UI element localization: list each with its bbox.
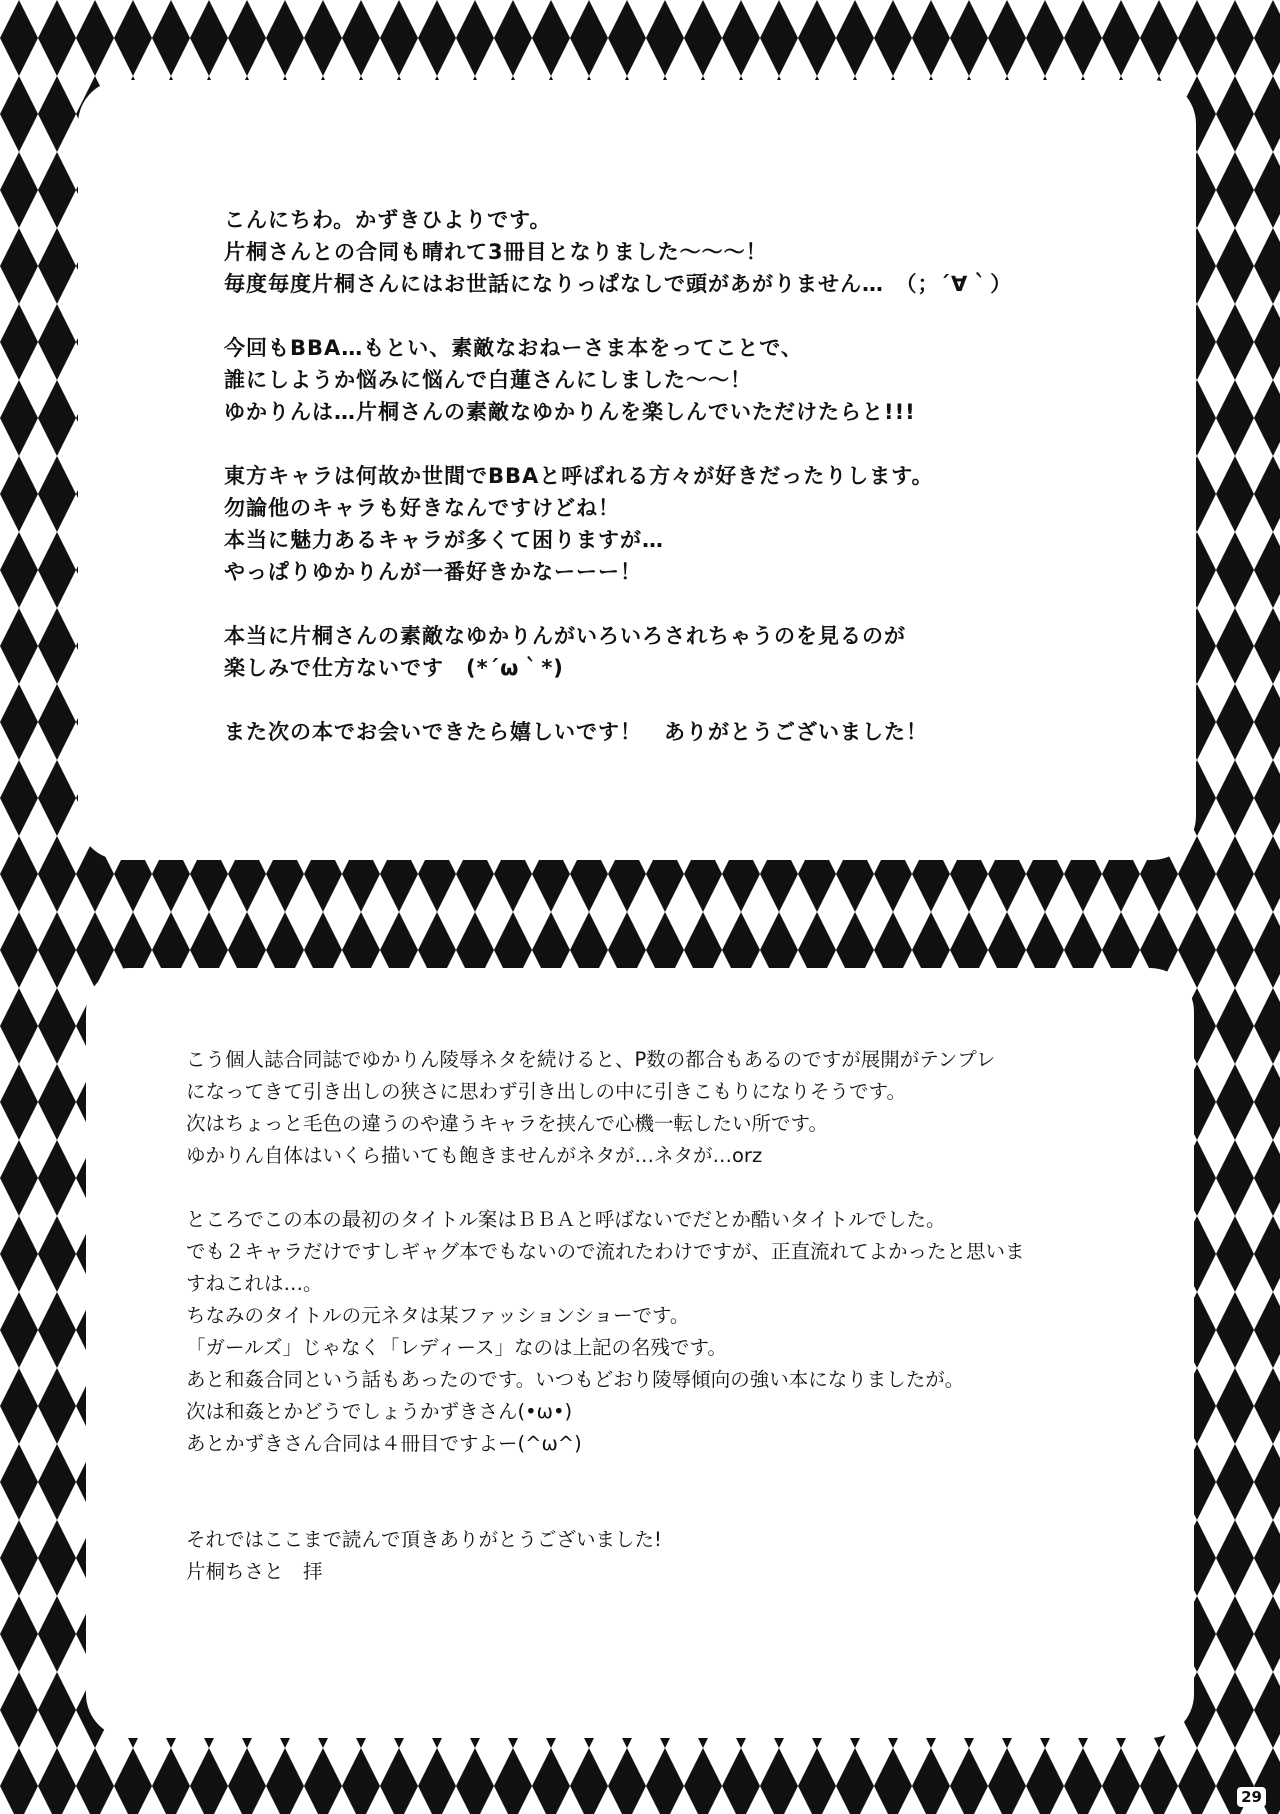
text-line: やっぱりゆかりんが一番好きかなーーー！ — [224, 560, 642, 584]
text-line: あとかずきさん合同は４冊目ですよー(^ω^) — [186, 1432, 582, 1455]
signature-line: 片桐ちさと 拝 — [186, 1560, 323, 1583]
text-line: 毎度毎度片桐さんにはお世話になりっぱなしで頭があがりません… （；´∀｀） — [224, 272, 1013, 296]
text-line: 楽しみで仕方ないです (*´ω｀*) — [224, 656, 564, 680]
text-line: 誰にしようか悩みに悩んで白蓮さんにしました～～！ — [224, 368, 752, 392]
paragraph-gap — [186, 1460, 1146, 1524]
text-line: また次の本でお会いできたら嬉しいです！ ありがとうございました！ — [224, 720, 928, 744]
text-line: ちなみのタイトルの元ネタは某ファッションショーです。 — [186, 1304, 690, 1327]
afterword-panel-bottom — [86, 968, 1194, 1738]
paragraph-gap — [186, 1172, 1146, 1204]
text-line: それではここまで読んで頂きありがとうございました! — [186, 1528, 662, 1551]
text-line: すねこれは…。 — [186, 1272, 323, 1295]
paragraph-gap — [224, 588, 1124, 620]
text-line: あと和姦合同という話もあったのです。いつもどおり陵辱傾向の強い本になりましたが。 — [186, 1368, 965, 1391]
afterword-katagiri — [186, 1044, 1146, 1588]
page-number: 29 — [1237, 1787, 1266, 1807]
text-line: 本当に片桐さんの素敵なゆかりんがいろいろされちゃうのを見るのが — [224, 624, 906, 648]
text-line: でも２キャラだけですしギャグ本でもないので流れたわけですが、正直流れてよかったと思いま — [186, 1240, 1025, 1263]
paragraph-gap — [224, 300, 1124, 332]
text-line: 今回もBBA…もとい、素敵なおねーさま本をってことで、 — [224, 336, 803, 360]
text-line: 次はちょっと毛色の違うのや違うキャラを挟んで心機一転したい所です。 — [186, 1112, 828, 1135]
text-line: ゆかりん自体はいくら描いても飽きませんがネタが…ネタが…orz — [186, 1144, 763, 1167]
text-line: 「ガールズ」じゃなく「レディース」なのは上記の名残です。 — [186, 1336, 727, 1359]
text-line: 次は和姦とかどうでしょうかずきさん(•ω•) — [186, 1400, 573, 1423]
paragraph-gap — [224, 684, 1124, 716]
afterword-panel-top — [78, 80, 1196, 860]
text-line: 勿論他のキャラも好きなんですけどね！ — [224, 496, 620, 520]
paragraph-gap — [224, 428, 1124, 460]
afterword-kazuki — [224, 204, 1124, 748]
text-line: ゆかりんは…片桐さんの素敵なゆかりんを楽しんでいただけたらと!!! — [224, 400, 916, 424]
text-line: ところでこの本の最初のタイトル案はＢＢＡと呼ばないでだとか酷いタイトルでした。 — [186, 1208, 946, 1231]
text-line: こう個人誌合同誌でゆかりん陵辱ネタを続けると、P数の都合もあるのですが展開がテンプレ — [186, 1048, 996, 1071]
text-line: 東方キャラは何故か世間でBBAと呼ばれる方々が好きだったりします。 — [224, 464, 934, 488]
text-line: 本当に魅力あるキャラが多くて困りますが… — [224, 528, 664, 552]
text-line: 片桐さんとの合同も晴れて3冊目となりました～～～！ — [224, 240, 768, 264]
text-line: こんにちわ。かずきひよりです。 — [224, 208, 552, 232]
text-line: になってきて引き出しの狭さに思わず引き出しの中に引きこもりになりそうです。 — [186, 1080, 906, 1103]
